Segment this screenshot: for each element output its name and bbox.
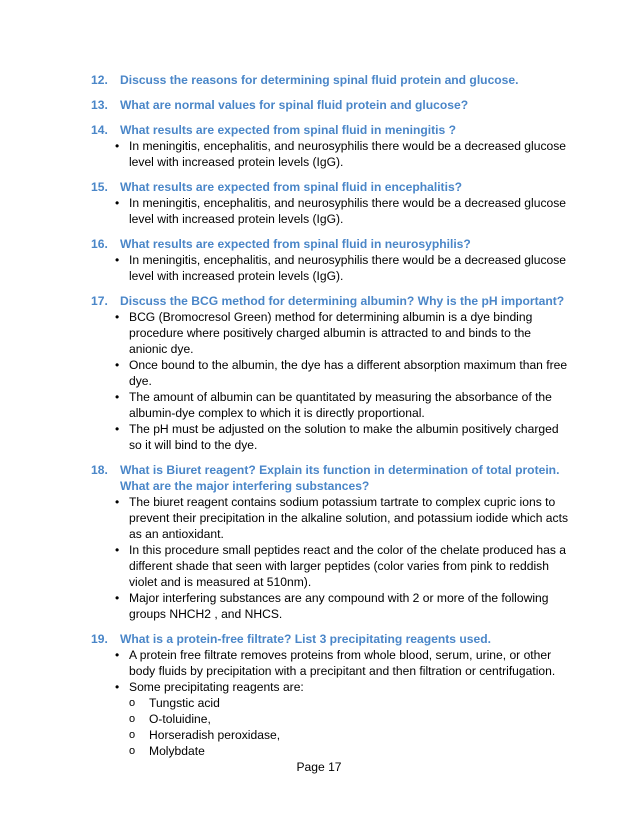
answer-bullet: • In meningitis, encephalitis, and neurosyphilis there would be a decreased glucose level with increased protein levels (IgG).	[115, 196, 566, 226]
bullet-icon: •	[115, 495, 120, 509]
bullet-icon: •	[115, 591, 120, 605]
bullet-icon: •	[115, 139, 120, 153]
question-text: What results are expected from spinal fluid in encephalitis?	[120, 180, 463, 194]
question-number: 16.	[91, 237, 108, 251]
question-12	[91, 72, 571, 88]
question-13	[91, 97, 571, 113]
question-text: What are normal values for spinal fluid protein and glucose?	[120, 98, 469, 112]
bullet-icon: •	[115, 358, 120, 372]
answer-bullet: • In meningitis, encephalitis, and neurosyphilis there would be a decreased glucose level with increased protein levels (IgG).	[115, 139, 566, 169]
sub-item: o Horseradish peroxidase,	[129, 728, 281, 742]
answer-bullet: • The amount of albumin can be quantitated by measuring the absorbance of the albumin-dye complex to which it is directly proportional.	[115, 390, 552, 420]
question-number: 14.	[91, 123, 108, 137]
question-text: Discuss the BCG method for determining albumin? Why is the pH important?	[120, 294, 565, 308]
question-number: 18.	[91, 463, 108, 477]
circle-bullet-icon: o	[129, 713, 136, 725]
question-text: What results are expected from spinal fluid in meningitis ?	[120, 123, 456, 137]
question-number: 17.	[91, 294, 108, 308]
answer-bullet: • BCG (Bromocresol Green) method for determining albumin is a dye binding procedure where positively charged albumin is attracted to and binds to the anionic dye.	[115, 310, 533, 356]
circle-bullet-icon: o	[129, 697, 136, 709]
bullet-icon: •	[115, 680, 120, 694]
answer-bullet: • A protein free filtrate removes proteins from whole blood, serum, urine, or other body fluids by precipitation with a precipitant and then filtration or centrifugation.	[115, 648, 556, 678]
bullet-icon: •	[115, 648, 120, 662]
answer-bullet: • Major interfering substances are any compound with 2 or more of the following groups NHCH2 , and NHCS.	[115, 591, 549, 621]
question-18	[91, 462, 571, 622]
bullet-icon: •	[115, 390, 120, 404]
question-number: 19.	[91, 632, 108, 646]
question-number: 13.	[91, 98, 108, 112]
bullet-icon: •	[115, 196, 120, 210]
question-14	[91, 122, 571, 170]
question-15	[91, 179, 571, 227]
sub-item: o Molybdate	[129, 744, 205, 758]
sub-list	[129, 695, 571, 759]
bullet-icon: •	[115, 310, 120, 324]
question-list	[91, 72, 571, 768]
question-text: What is Biuret reagent? Explain its function in determination of total protein. What are the major interfering substances?	[120, 463, 560, 493]
answer-bullet: • Some precipitating reagents are: o Tungstic acid o O-toluidine, o Horseradish peroxidase, o Molybdate	[91, 679, 571, 759]
bullet-icon: •	[115, 543, 120, 557]
question-number: 12.	[91, 73, 108, 87]
answer-bullet: • In meningitis, encephalitis, and neurosyphilis there would be a decreased glucose level with increased protein levels (IgG).	[115, 253, 566, 283]
answer-bullet: • Once bound to the albumin, the dye has a different absorption maximum than free dye.	[115, 358, 568, 388]
question-16	[91, 236, 571, 284]
circle-bullet-icon: o	[129, 729, 136, 741]
question-text: Discuss the reasons for determining spinal fluid protein and glucose.	[120, 73, 519, 87]
bullet-icon: •	[115, 422, 120, 436]
answer-bullet: • The pH must be adjusted on the solution to make the albumin positively charged so it will bind to the dye.	[115, 422, 559, 452]
circle-bullet-icon: o	[129, 745, 136, 757]
answer-bullet: • The biuret reagent contains sodium potassium tartrate to complex cupric ions to prevent their precipitation in the alkaline solution, and potassium iodide which acts as an antioxidant.	[115, 495, 568, 541]
sub-item: o Tungstic acid	[129, 696, 220, 710]
question-19	[91, 631, 571, 759]
answer-bullet: • In this procedure small peptides react and the color of the chelate produced has a different shade that seen with larger peptides (color varies from pink to reddish violet and is measured at 510nm).	[115, 543, 566, 589]
question-text: What results are expected from spinal fluid in neurosyphilis?	[120, 237, 471, 251]
bullet-icon: •	[115, 253, 120, 267]
question-17	[91, 293, 571, 453]
page-number: Page 17	[296, 760, 342, 774]
question-text: What is a protein-free filtrate? List 3 precipitating reagents used.	[120, 632, 491, 646]
question-number: 15.	[91, 180, 108, 194]
sub-item: o O-toluidine,	[129, 712, 211, 726]
